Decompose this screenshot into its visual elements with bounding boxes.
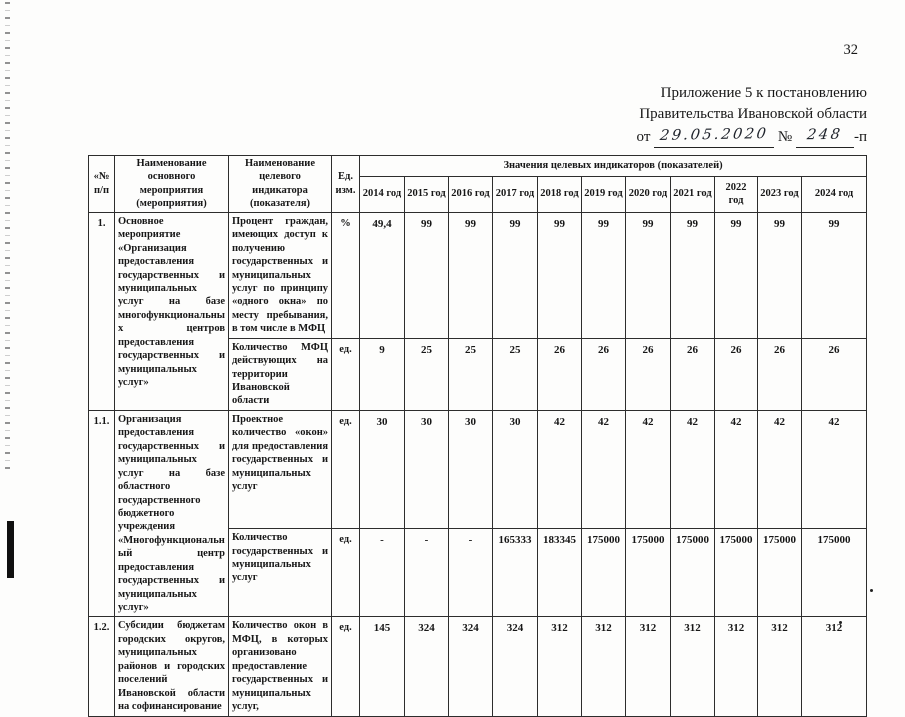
value-cell: 26 <box>626 338 671 410</box>
value-cell: 145 <box>360 617 405 716</box>
value-cell: 26 <box>758 338 802 410</box>
value-cell: 99 <box>671 212 715 338</box>
value-cell: 42 <box>582 410 626 528</box>
col-header-measure: Наименование основного мероприятия (мероприятия) <box>115 156 229 213</box>
year-header: 2020 год <box>626 176 671 212</box>
value-cell: 312 <box>626 617 671 716</box>
indicator-cell: Количество МФЦ действующих на территории Ивановской области <box>229 338 332 410</box>
value-cell: 26 <box>671 338 715 410</box>
value-cell: 99 <box>715 212 758 338</box>
page-number: 32 <box>843 42 858 58</box>
value-cell: 25 <box>405 338 449 410</box>
appendix-suffix: -п <box>853 129 867 145</box>
number-sign: № <box>777 129 793 145</box>
indicator-cell: Проектное количество «окон» для предоставления государственных и муниципальных услуг <box>229 410 332 528</box>
col-header-indicator: Наименование целевого индикатора (показателя) <box>229 156 332 213</box>
row-num-cell: 1.1. <box>89 410 115 617</box>
year-header: 2022 год <box>715 176 758 212</box>
measure-cell: Организация предоставления государственных и муниципальных услуг на базе областного государственного бюджетного учреждения «Многофункциональный центр предоставления государственных и муниципальных услуг» <box>115 410 229 617</box>
value-cell: 42 <box>538 410 582 528</box>
value-cell: 49,4 <box>360 212 405 338</box>
col-header-values-group: Значения целевых индикаторов (показателей) <box>360 156 867 177</box>
unit-cell: ед. <box>332 617 360 716</box>
value-cell: 30 <box>360 410 405 528</box>
value-cell: 26 <box>802 338 867 410</box>
value-cell: 312 <box>671 617 715 716</box>
year-header: 2014 год <box>360 176 405 212</box>
col-header-unit: Ед. изм. <box>332 156 360 213</box>
value-cell: 183345 <box>538 529 582 617</box>
indicators-table <box>88 155 867 717</box>
measure-cell: Основное мероприятие «Организация предоставления государственных и муниципальных услуг на базе многофункциональных центров предоставления государственных и муниципальных услуг» <box>115 212 229 410</box>
value-cell: 99 <box>758 212 802 338</box>
year-header: 2016 год <box>449 176 493 212</box>
value-cell: 99 <box>626 212 671 338</box>
value-cell: 25 <box>449 338 493 410</box>
value-cell: 324 <box>493 617 538 716</box>
table-row <box>89 410 867 528</box>
year-header: 2024 год <box>802 176 867 212</box>
date-blank <box>654 125 774 148</box>
value-cell: 99 <box>538 212 582 338</box>
appendix-line-2: Правительства Ивановской области <box>639 105 867 122</box>
value-cell: 175000 <box>626 529 671 617</box>
indicator-cell: Количество окон в МФЦ, в которых организовано предоставление государственных и муниципальных услуг, <box>229 617 332 716</box>
scan-dot <box>870 589 873 592</box>
value-cell: 26 <box>538 338 582 410</box>
value-cell: - <box>449 529 493 617</box>
value-cell: 312 <box>758 617 802 716</box>
value-cell: 175000 <box>758 529 802 617</box>
value-cell: 324 <box>405 617 449 716</box>
handwritten-number: 248 <box>806 126 844 144</box>
row-num-cell: 1. <box>89 212 115 410</box>
value-cell: 312 <box>538 617 582 716</box>
value-cell: 99 <box>405 212 449 338</box>
value-cell: 175000 <box>582 529 626 617</box>
date-prefix: от <box>636 129 651 145</box>
value-cell: 324 <box>449 617 493 716</box>
unit-cell: % <box>332 212 360 338</box>
value-cell: 312 <box>802 617 867 716</box>
table-row <box>89 212 867 338</box>
value-cell: 30 <box>405 410 449 528</box>
appendix-line-1: Приложение 5 к постановлению <box>660 85 867 101</box>
unit-cell: ед. <box>332 529 360 617</box>
table-row <box>89 617 867 716</box>
scan-black-bar <box>7 521 14 578</box>
value-cell: 25 <box>493 338 538 410</box>
value-cell: 175000 <box>802 529 867 617</box>
table-header-row <box>89 156 867 177</box>
unit-cell: ед. <box>332 338 360 410</box>
year-header: 2023 год <box>758 176 802 212</box>
number-blank <box>796 125 854 148</box>
value-cell: 42 <box>758 410 802 528</box>
value-cell: 99 <box>582 212 626 338</box>
year-header: 2018 год <box>538 176 582 212</box>
value-cell: 30 <box>493 410 538 528</box>
measure-cell: Субсидии бюджетам городских округов, муниципальных районов и городских поселений Ивановской области на софинансирование <box>115 617 229 716</box>
value-cell: 312 <box>582 617 626 716</box>
row-num-cell: 1.2. <box>89 617 115 716</box>
value-cell: 30 <box>449 410 493 528</box>
value-cell: 99 <box>493 212 538 338</box>
value-cell: 26 <box>715 338 758 410</box>
year-header: 2015 год <box>405 176 449 212</box>
value-cell: - <box>360 529 405 617</box>
appendix-date-line <box>637 125 867 148</box>
value-cell: 175000 <box>671 529 715 617</box>
indicator-cell: Количество государственных и муниципальных услуг <box>229 529 332 617</box>
year-header: 2021 год <box>671 176 715 212</box>
value-cell: 42 <box>715 410 758 528</box>
value-cell: 175000 <box>715 529 758 617</box>
value-cell: 42 <box>802 410 867 528</box>
value-cell: 26 <box>582 338 626 410</box>
indicator-cell: Процент граждан, имеющих доступ к получению государственных и муниципальных услуг по принципу «одного окна» по месту пребывания, в том числе в МФЦ <box>229 212 332 338</box>
value-cell: - <box>405 529 449 617</box>
appendix-header <box>637 83 867 148</box>
value-cell: 99 <box>802 212 867 338</box>
value-cell: 99 <box>449 212 493 338</box>
value-cell: 9 <box>360 338 405 410</box>
unit-cell: ед. <box>332 410 360 528</box>
value-cell: 165333 <box>493 529 538 617</box>
handwritten-date: 29.05.2020 <box>659 126 770 144</box>
col-header-num: «№ п/п <box>89 156 115 213</box>
scan-noise-strip <box>5 2 10 472</box>
value-cell: 42 <box>626 410 671 528</box>
value-cell: 42 <box>671 410 715 528</box>
year-header: 2017 год <box>493 176 538 212</box>
value-cell: 312 <box>715 617 758 716</box>
year-header: 2019 год <box>582 176 626 212</box>
